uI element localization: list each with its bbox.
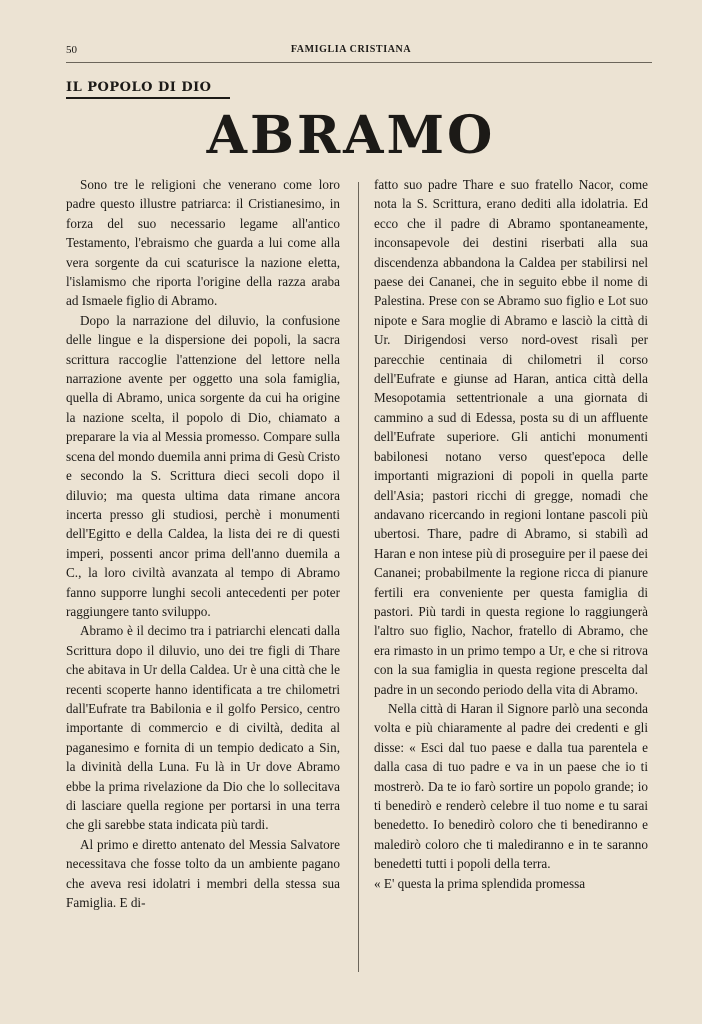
header-rule bbox=[66, 62, 652, 63]
paragraph: Dopo la narrazione del diluvio, la confusione delle lingue e la dispersione dei popoli, la sacra scrittura raccoglie l'attenzione del lettore nella narrazione avente per oggetto una sola famiglia, quella di Abramo, unica sorgente da cui ha origine la nazione scelta, il popolo di Dio, chiamato a preparare la via al Messia promesso. Compare sulla scena del mondo duemila anni prima di Gesù Cristo e secondo la S. Scrittura dieci secoli dopo il diluvio; ma questa ultima data rimane ancora incerta presso gli studiosi, perchè i monumenti dell'Egitto e della Caldea, la lista dei re di questi imperi, possenti ancor prima dell'anno duemila a C., la loro civiltà avanzata al tempo di Abramo fanno supporre lunghi secoli antecedenti per poter raggiungere tanto sviluppo. bbox=[66, 312, 340, 619]
paragraph: Al primo e diretto antenato del Messia Salvatore necessitava che fosse tolto da un ambiente pagano che aveva resi idolatri i membri della stessa sua Famiglia. E di- bbox=[66, 836, 340, 911]
paragraph: Abramo è il decimo tra i patriarchi elencati dalla Scrittura dopo il diluvio, uno dei tre figli di Thare che abitava in Ur della Caldea. Ur è una città che le recenti scoperte hanno identificata a tre chilometri dall'Eufrate tra Babilonia e il golfo Persico, centro importante di commercio e di civiltà, dedita al paganesimo e fornita di un tempio dedicato a Sin, la divinità della Luna. Fu là in Ur dove Abramo ebbe la prima rivelazione da Dio che lo sollecitava di lasciare quella regione per portarsi in una terra che gli sarebbe stata indicata più tardi. bbox=[66, 623, 340, 833]
paragraph: Nella città di Haran il Signore parlò una seconda volta e più chiaramente al padre dei credenti e gli disse: « Esci dal tuo paese e dalla tua parentela e dalla casa di tuo padre e va in un paese che io ti mostrerò. Da te io farò sortire un popolo grande; io ti benedirò e renderò celebre il tuo nome e tu sarai benedetto. Io benedirò coloro che ti benediranno e maledirò coloro che ti malediranno e in te saranno benedetti tutti i popoli della terra. bbox=[374, 700, 648, 872]
left-column bbox=[66, 175, 340, 912]
paragraph: « E' questa la prima splendida promessa bbox=[374, 875, 586, 891]
article-title: ABRAMO bbox=[206, 105, 496, 166]
running-head: FAMIGLIA CRISTIANA bbox=[290, 44, 412, 55]
column-divider bbox=[358, 182, 359, 972]
right-column bbox=[374, 175, 648, 893]
paragraph: fatto suo padre Thare e suo fratello Nacor, come nota la S. Scrittura, erano dediti alla idolatria. Ed ecco che il padre di Abramo spontaneamente, inconsapevole dei destini riserbati alla sua discendenza abbandona la Caldea per stabilirsi nel paese dei Cananei, che in seguito ebbe il nome di Palestina. Prese con se Abramo suo figlio e Lot suo nipote e Sara moglie di Abramo e lasciò la città di Ur. Dirigendosi verso nord-ovest risalì per parecchie centinaia di chilometri il corso dell'Eufrate e giunse ad Haran, antica città della Mesopotamia settentrionale a una giornata di cammino a sud di Edessa, posta su di un affluente dell'Eufrate superiore. Gli antichi monumenti babilonesi notano verso quest'epoca delle importanti migrazioni di popoli in quella parte dell'Asia; pastori ricchi di gregge, nomadi che andavano ricercando in regioni lontane pascoli più ubertosi. Thare, padre di Abramo, si stabilì ad Haran e non intese più di proseguire per il paese dei Cananei; probabilmente la regione ricca di pianure fertili era conveniente per questa famiglia di pastori. Più tardi in questa regione lo raggiungerà l'altro suo figlio, Nachor, fratello di Abramo, che era rimasto in un primo tempo a Ur, e che si ritrova con la sua famiglia in questa regione prescelta dal padre in un secondo periodo della vita di Abramo. bbox=[374, 177, 648, 697]
section-heading: IL POPOLO DI DIO bbox=[66, 80, 212, 95]
page-number: 50 bbox=[66, 44, 77, 56]
section-underline bbox=[66, 97, 230, 99]
paragraph: Sono tre le religioni che venerano come loro padre questo illustre patriarca: il Cristianesimo, in forza del suo necessario legame all'antico Testamento, l'ebraismo che guarda a lui come alla vera sorgente da cui scaturisce la nazione eletta, l'islamismo che riporta l'origine della razza araba ad Ismaele figlio di Abramo. bbox=[66, 177, 340, 309]
